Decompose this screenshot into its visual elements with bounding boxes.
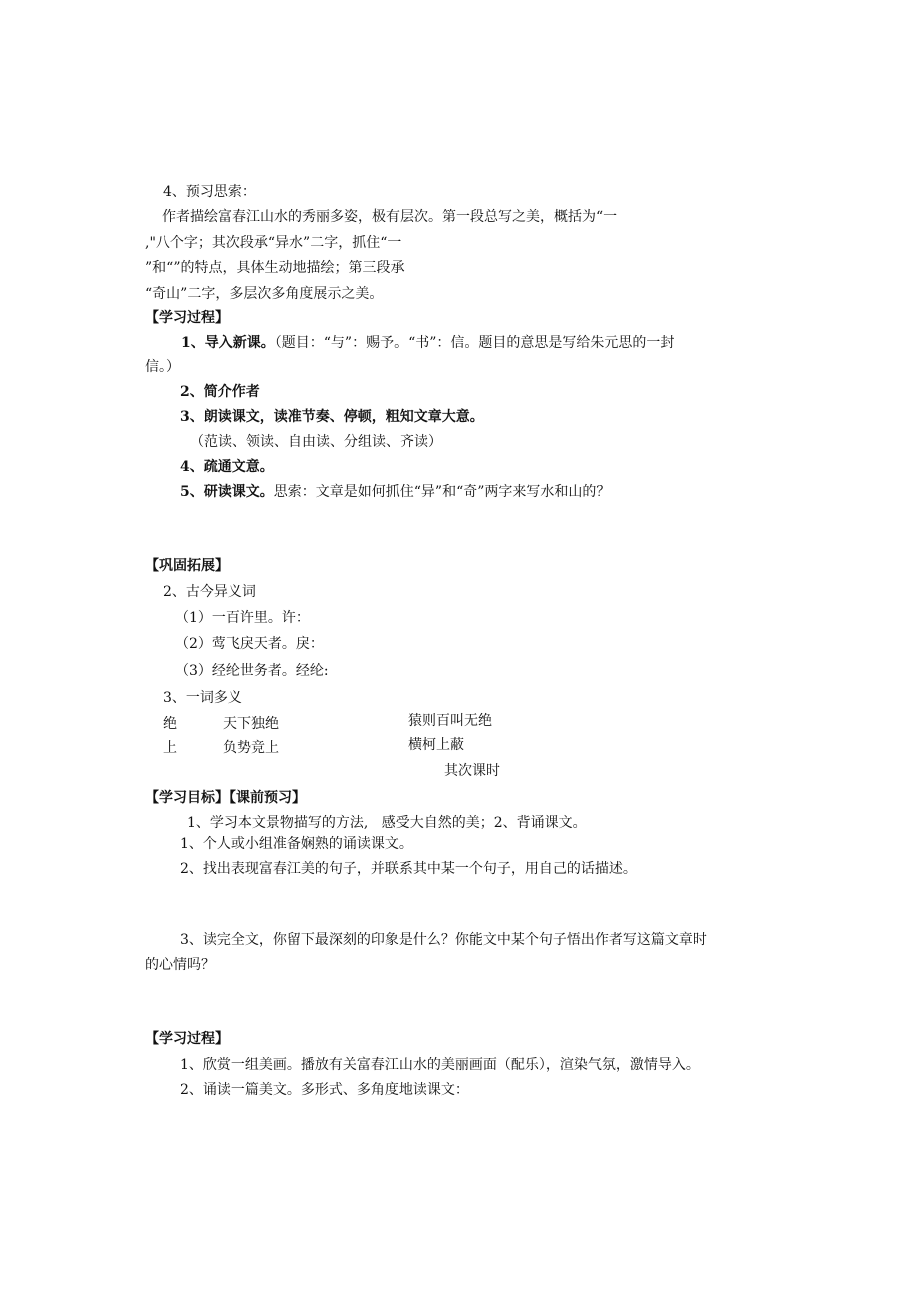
preview-heading: 4、预习思索： [163,184,256,200]
process-item-1-text: （题目：“与”：赐予。“书”：信。题目的意思是写给朱元思的一封 [274,335,675,351]
section-heading-extend: 【巩固拓展】 [145,558,229,574]
section-heading-process-2: 【学习过程】 [145,1031,229,1047]
extend-sec3-title: 3、一词多义 [163,690,242,706]
process-item-1-cont: 信。） [145,359,180,375]
prep-item-2: 2、找出表现富春江美的句子，并联系其中某一个句子，用自己的话描述。 [180,861,637,877]
polysemy-example: 负势竞上 [223,740,279,756]
preview-line: 作者描绘富春江山水的秀丽多姿，极有层次。第一段总写之美，概括为“一 [162,209,618,225]
preview-line: ”和“”的特点，具体生动地描绘；第三段承 [145,260,405,276]
next-lesson-label: 其次课时 [444,763,500,779]
extend-sec2-item: （2）莺飞戾天者。戾： [175,636,324,652]
section-heading-goals: 【学习目标】【课前预习】 [145,790,306,806]
extend-sec2-item: （1）一百许里。许： [175,610,310,626]
section-heading-process: 【学习过程】 [145,310,229,326]
process-item-1-title: 1、导入新课。 [181,335,275,351]
prep-item-3-cont: 的心情吗？ [145,957,215,973]
process2-item-1: 1、欣赏一组美画。播放有关富春江山水的美丽画面（配乐），渲染气氛，激情导入。 [180,1057,700,1073]
process-item-4: 4、疏通文意。 [180,459,274,475]
process-item-1 [181,333,674,353]
prep-item-3: 3、读完全文，你留下最深刻的印象是什么？你能文中某个句子悟出作者写这篇文章时 [180,932,707,948]
process2-item-2: 2、诵读一篇美文。多形式、多角度地读课文： [180,1082,469,1098]
extend-sec2-item: （3）经纶世务者。经纶: [175,663,329,679]
process-item-5-text: 思索：文章是如何抓住“异”和“奇”两字来写水和山的？ [273,484,611,500]
polysemy-example: 横柯上蔽 [408,737,464,753]
process-item-5-title: 5、研读课文。 [180,484,274,500]
preview-line: “奇山”二字，多层次多角度展示之美。 [145,286,384,302]
process-item-3: 3、朗读课文，读准节奏、停顿，粗知文章大意。 [180,409,484,425]
polysemy-example: 天下独绝 [223,716,279,732]
polysemy-word: 绝 [163,716,177,732]
polysemy-example: 猿则百叫无绝 [408,713,492,729]
process-item-5 [180,482,610,502]
prep-item-1: 1、个人或小组准备娴熟的诵读课文。 [180,836,413,852]
process-item-3-sub: （范读、领读、自由读、分组读、齐读） [190,434,442,450]
extend-sec2-title: 2、古今异义词 [163,584,256,600]
goal-line: 1、学习本文景物描写的方法, 感受大自然的美；2、背诵课文。 [187,815,587,831]
preview-line: ,"八个字；其次段承“异水”二字，抓住“一 [145,235,402,251]
polysemy-word: 上 [163,740,177,756]
process-item-2: 2、简介作者 [180,384,260,400]
